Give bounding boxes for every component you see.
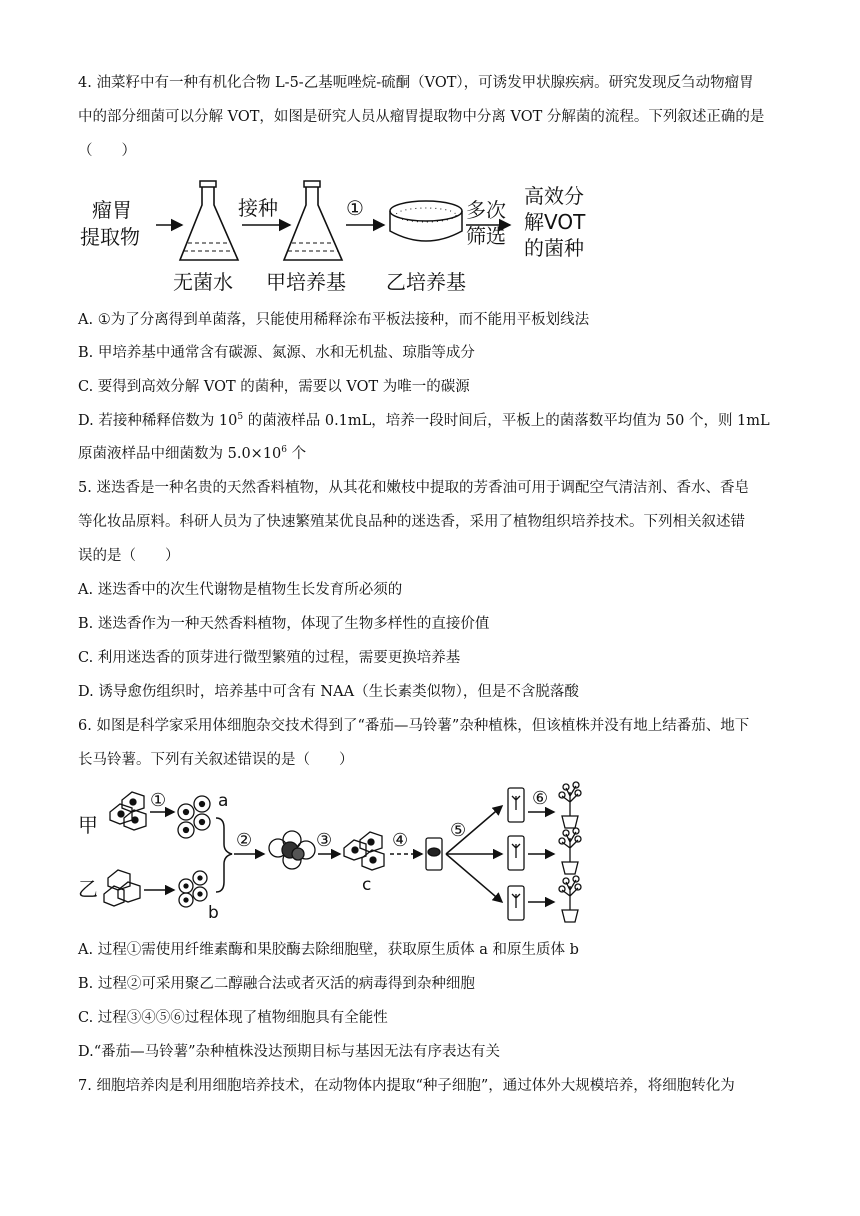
q6-somatic-hybridization-diagram — [78, 778, 598, 928]
fig4-label-sterile-water: 无菌水 — [173, 270, 233, 294]
q5-option-a: A. 迷迭香中的次生代谢物是植物生长发育所必须的 — [78, 582, 403, 598]
q4-option-d-line2-part1: 原菌液样品中细菌数为 5.0×10 — [78, 446, 282, 462]
yi-plant-cells-icon — [104, 870, 140, 906]
fig4-source-line1: 瘤胃 — [92, 198, 132, 222]
fig6-label-c: c — [362, 875, 372, 895]
potted-plant-icon — [559, 782, 581, 922]
q6-option-d: D.“番茄—马铃薯”杂种植株没达预期目标与基因无法有序表达有关 — [78, 1044, 501, 1060]
fig4-step-1: ① — [346, 196, 364, 220]
q7-stem-line1: 7. 细胞培养肉是利用细胞培养技术，在动物体内提取“种子细胞”，通过体外大规模培养，将细胞转化为 — [78, 1078, 735, 1094]
flask-medium-jia-icon — [284, 181, 342, 260]
q6-option-a: A. 过程①需使用纤维素酶和果胶酶去除细胞壁，获取原生质体 a 和原生质体 b — [78, 942, 579, 958]
fig6-step-3: ③ — [316, 830, 333, 851]
q4-option-b: B. 甲培养基中通常含有碳源、氮源、水和无机盐、琼脂等成分 — [78, 345, 475, 361]
fig4-step-multi-line2: 筛选 — [466, 224, 506, 248]
q6-option-b: B. 过程②可采用聚乙二醇融合法或者灭活的病毒得到杂种细胞 — [78, 976, 475, 992]
fused-cell-icon — [269, 831, 315, 869]
fig6-step-5: ⑤ — [450, 820, 467, 841]
q4-option-d-part1: D. 若接种稀释倍数为 10 — [78, 413, 238, 429]
q4-option-d-line2-part2: 个 — [287, 446, 307, 462]
protoplast-a-icon — [178, 796, 210, 838]
q6-stem-line1: 6. 如图是科学家采用体细胞杂交技术得到了“番茄—马铃薯”杂种植株，但该植株并没有地上结番茄、地下 — [78, 718, 750, 734]
fig6-label-yi: 乙 — [78, 877, 98, 901]
q6-stem-line2: 长马铃薯。下列有关叙述错误的是（ ） — [78, 752, 354, 768]
brace — [216, 818, 232, 892]
fig4-result-line1: 高效分 — [524, 184, 584, 208]
hybrid-cell-c-icon — [344, 832, 384, 870]
q4-option-a: A. ①为了分离得到单菌落，只能使用稀释涂布平板法接种，而不能用平板划线法 — [78, 312, 590, 328]
fig6-step-2: ② — [236, 830, 253, 851]
q5-stem-line3: 误的是（ ） — [78, 548, 180, 564]
fig4-source-line2: 提取物 — [80, 225, 140, 249]
q4-stem-line1: 4. 油菜籽中有一种有机化合物 L-5-乙基呃唑烷-硫酮（VOT），可诱发甲状腺疾病。研究发现反刍动物瘤胃 — [78, 75, 754, 91]
q4-option-d-line1 — [78, 411, 770, 431]
fig4-step-multi-line1: 多次 — [466, 198, 506, 222]
fig4-result-line2: 解VOT — [524, 210, 586, 234]
jia-plant-cells-icon — [110, 792, 146, 830]
fig6-step-4: ④ — [392, 830, 409, 851]
q4-option-d-line2 — [78, 444, 306, 464]
q6-option-c: C. 过程③④⑤⑥过程体现了植物细胞具有全能性 — [78, 1010, 388, 1026]
q4-isolation-flow-diagram — [78, 175, 638, 300]
q4-option-c: C. 要得到高效分解 VOT 的菌种，需要以 VOT 为唯一的碳源 — [78, 379, 470, 395]
q5-option-b: B. 迷迭香作为一种天然香料植物，体现了生物多样性的直接价值 — [78, 616, 490, 632]
seedling-tube-icon — [508, 788, 524, 920]
fig6-label-jia: 甲 — [78, 813, 98, 837]
fig6-label-b: b — [208, 903, 219, 923]
q5-stem-line2: 等化妆品原料。科研人员为了快速繁殖某优良品种的迷迭香，采用了植物组织培养技术。下列相关叙述错 — [78, 514, 745, 530]
fig6-step-1: ① — [150, 790, 167, 811]
q5-option-c: C. 利用迷迭香的顶芽进行微型繁殖的过程，需要更换培养基 — [78, 650, 461, 666]
fig6-label-a: a — [218, 791, 229, 811]
fig4-result-line3: 的菌种 — [524, 236, 584, 260]
q5-option-d: D. 诱导愈伤组织时，培养基中可含有 NAA（生长素类似物），但是不含脱落酸 — [78, 684, 579, 700]
q4-option-d-line2-exp: 6 — [281, 445, 288, 456]
flask-sterile-water-icon — [180, 181, 238, 260]
callus-culture-tube-icon — [426, 838, 442, 870]
protoplast-b-icon — [179, 871, 207, 907]
fig6-step-6: ⑥ — [532, 788, 549, 809]
q4-option-d-exp: 5 — [237, 412, 244, 423]
q5-stem-line1: 5. 迷迭香是一种名贵的天然香料植物，从其花和嫩枝中提取的芳香油可用于调配空气清洁剂、香水、香皂 — [78, 480, 749, 496]
fig4-step-inoculate: 接种 — [238, 196, 278, 220]
fig4-label-medium-yi: 乙培养基 — [386, 270, 466, 294]
petri-dish-icon — [390, 201, 462, 241]
q4-stem-line2: 中的部分细菌可以分解 VOT，如图是研究人员从瘤胃提取物中分离 VOT 分解菌的流程。下列叙述正确的是 — [78, 109, 765, 125]
fig4-label-medium-jia: 甲培养基 — [266, 270, 346, 294]
q4-option-d-part2: 的菌液样品 0.1mL，培养一段时间后，平板上的菌落数平均值为 50 个，则 1mL — [243, 413, 770, 429]
q4-stem-line3: （ ） — [78, 143, 136, 159]
